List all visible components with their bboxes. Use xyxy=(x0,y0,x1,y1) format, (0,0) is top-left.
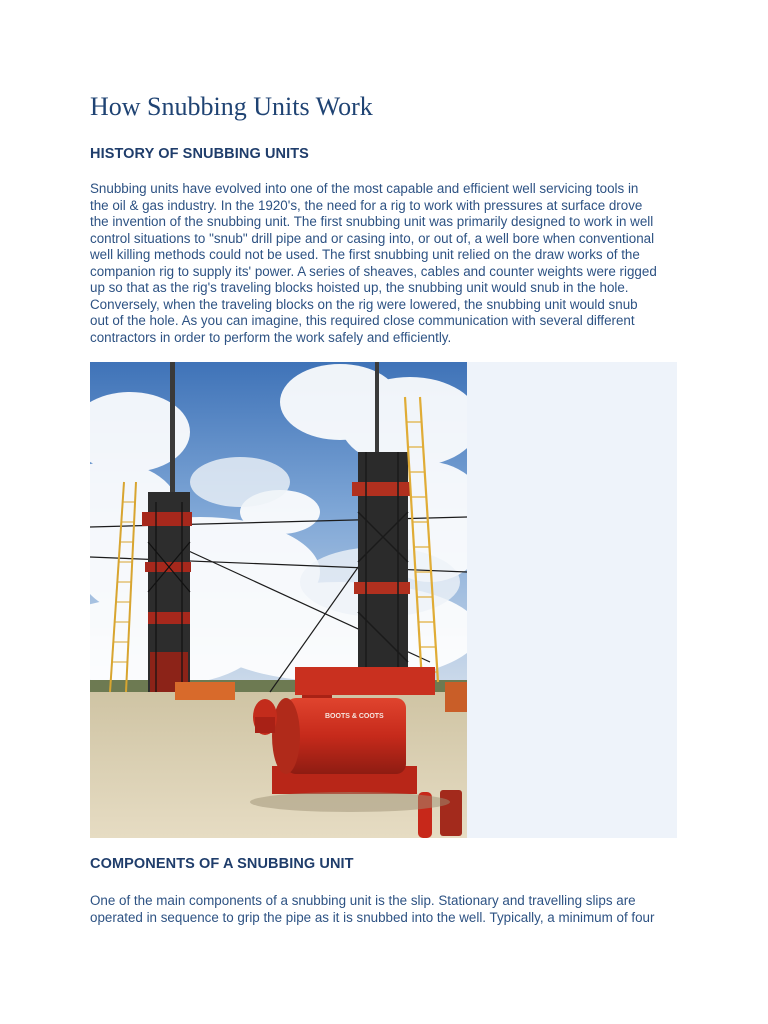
text-line: contractors in order to perform the work safely and efficiently. xyxy=(90,329,452,345)
text-line: companion rig to supply its' power. A series of sheaves, cables and counter weights were rigged xyxy=(90,263,657,279)
document-title: How Snubbing Units Work xyxy=(90,92,373,121)
text-line: One of the main components of a snubbing unit is the slip. Stationary and travelling slips are xyxy=(90,893,636,908)
components-paragraph xyxy=(90,893,682,926)
text-line: the oil & gas industry. In the 1920's, the need for a rig to work with pressures at surface drove xyxy=(90,197,643,213)
text-line: well killing methods could not be used. The first snubbing unit relied on the draw works of the xyxy=(90,247,640,262)
text-line: Conversely, when the traveling blocks on the rig were lowered, the snubbing unit would snub xyxy=(90,296,638,312)
section-heading-history: HISTORY OF SNUBBING UNITS xyxy=(90,146,309,162)
text-line: operated in sequence to grip the pipe as it is snubbed into the well. Typically, a minimum of four xyxy=(90,909,655,925)
text-line: control situations to "snub" drill pipe and or casing into, or out of, a well bore when conventional xyxy=(90,230,655,246)
text-line: out of the hole. As you can imagine, this required close communication with several different xyxy=(90,313,635,328)
text-line: the invention of the snubbing unit. The first snubbing unit was primarily designed to work in well xyxy=(90,214,654,229)
text-line: up so that as the rig's traveling blocks hoisted up, the snubbing unit would snub in the hole. xyxy=(90,280,629,295)
text-line: Snubbing units have evolved into one of the most capable and efficient well servicing tools in xyxy=(90,181,639,196)
snubbing-rig-photo xyxy=(90,362,467,838)
history-paragraph xyxy=(90,181,682,346)
tank-label: BOOTS & COOTS xyxy=(325,713,384,720)
section-heading-components: COMPONENTS OF A SNUBBING UNIT xyxy=(90,856,354,872)
